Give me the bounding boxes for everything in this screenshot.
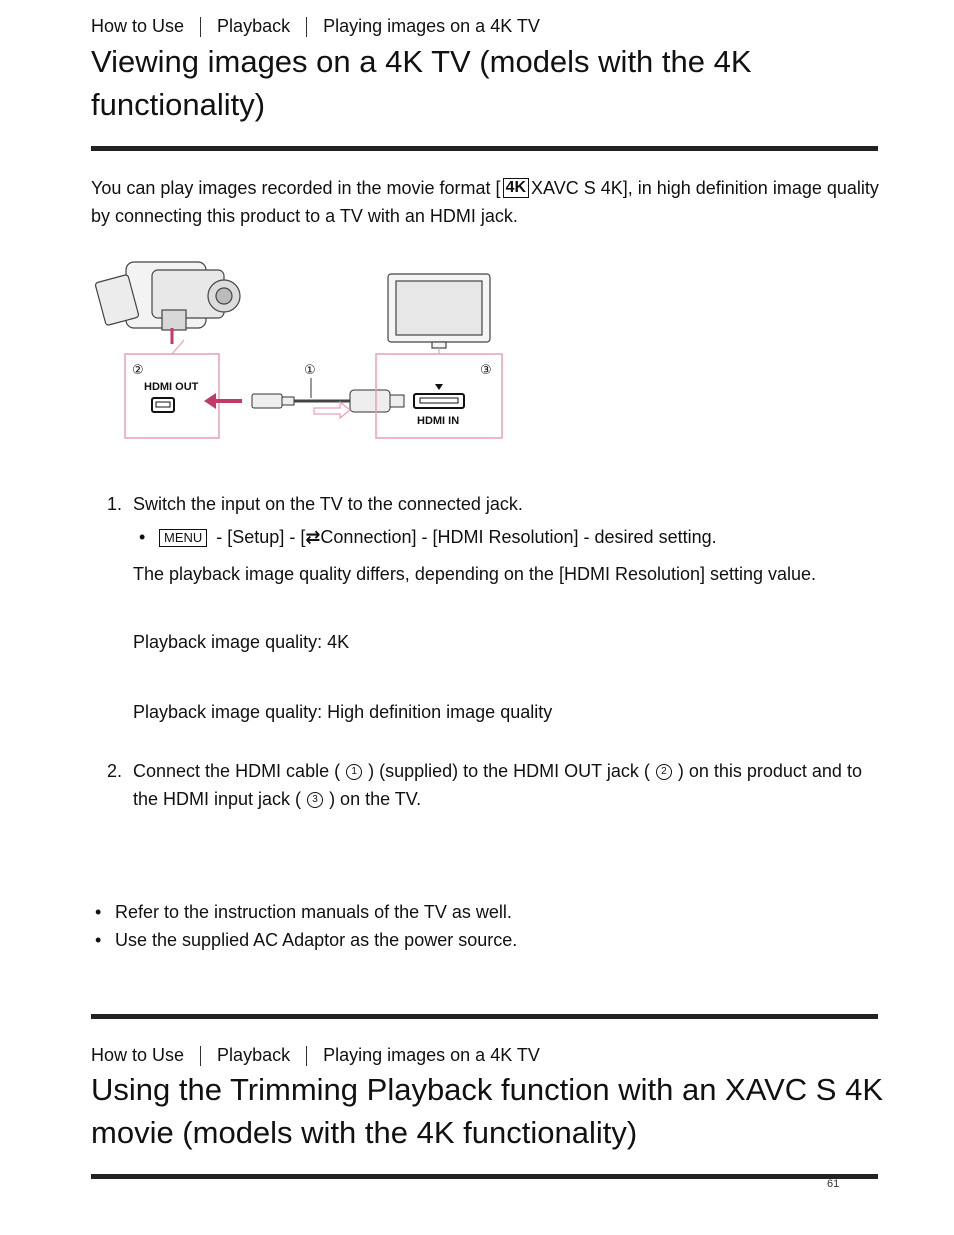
hdmi-cable-illustration xyxy=(252,390,404,412)
page-number: 61 xyxy=(827,1178,840,1190)
note-text: Use the supplied AC Adaptor as the power source. xyxy=(115,930,518,950)
section-title: Using the Trimming Playback function with an XAVC S 4K movie (models with the 4K functionality) xyxy=(91,1072,883,1150)
hdmi-out-label: HDMI OUT xyxy=(144,381,199,393)
breadcrumb-separator xyxy=(306,17,307,37)
step-2-text-c: ) on this product and to the HDMI input jack ( xyxy=(133,761,862,809)
4k-format-icon: 4K xyxy=(503,178,529,198)
intro-text-start: You can play images recorded in the movie format [ xyxy=(91,178,501,198)
menu-icon: MENU xyxy=(159,529,207,547)
step-1-bullet xyxy=(159,523,899,551)
callout-3-label: ③ xyxy=(480,363,492,378)
step-number: 2. xyxy=(107,761,123,781)
connection-arrows-icon: ⇄ xyxy=(305,527,321,547)
step-2 xyxy=(107,757,883,813)
callout-2-label: ② xyxy=(132,363,144,378)
camcorder-illustration xyxy=(95,262,240,330)
breadcrumb-link-playing-4k-tv[interactable]: Playing images on a 4K TV xyxy=(323,16,540,36)
callout-1-icon: 1 xyxy=(346,764,362,780)
step-number: 1. xyxy=(107,494,123,514)
hdmi-out-port-icon xyxy=(152,398,174,412)
resolution-note: The playback image quality differs, depending on the [HDMI Resolution] setting value. xyxy=(133,564,817,584)
hdmi-in-port-icon xyxy=(414,394,464,408)
step-text: Switch the input on the TV to the connected jack. xyxy=(133,494,523,514)
step-2-text-a: Connect the HDMI cable ( xyxy=(133,761,341,781)
breadcrumb-link-how-to-use[interactable]: How to Use xyxy=(91,16,185,36)
note-item xyxy=(115,926,875,954)
step-2-text-d: ) on the TV. xyxy=(329,789,422,809)
breadcrumb-link-playing-4k-tv[interactable]: Playing images on a 4K TV xyxy=(323,1045,540,1065)
insert-arrow-icon xyxy=(204,393,216,409)
tv-illustration xyxy=(388,274,490,348)
title-divider xyxy=(91,1174,878,1179)
breadcrumb-link-playback[interactable]: Playback xyxy=(217,16,291,36)
breadcrumb-separator xyxy=(200,1046,201,1066)
callout-3-icon: 3 xyxy=(307,792,323,808)
breadcrumb-separator xyxy=(306,1046,307,1066)
breadcrumb-link-how-to-use[interactable]: How to Use xyxy=(91,1045,185,1065)
breadcrumb-link-playback[interactable]: Playback xyxy=(217,1045,291,1065)
callout-1-label: ① xyxy=(304,363,316,378)
title-divider xyxy=(91,146,878,151)
direction-arrow-icon xyxy=(314,402,350,418)
note-text: Refer to the instruction manuals of the TV as well. xyxy=(115,902,512,922)
intro-text-end: XAVC S 4K], in high definition image quality by connecting this product to a TV with an HDMI jack. xyxy=(91,178,879,226)
menu-path-text-a: - [Setup] - [ xyxy=(211,527,306,547)
callout-2-icon: 2 xyxy=(656,764,672,780)
quality-hd-text: Playback image quality: High definition image quality xyxy=(133,702,553,722)
hdmi-in-label: HDMI IN xyxy=(417,415,460,427)
hdmi-connection-diagram xyxy=(92,250,512,445)
note-item xyxy=(115,898,875,926)
intro-paragraph xyxy=(91,174,881,230)
step-1 xyxy=(107,490,893,518)
triangle-marker-icon xyxy=(435,384,443,390)
step-2-text-b: ) (supplied) to the HDMI OUT jack ( xyxy=(368,761,650,781)
menu-path-text-b: Connection] - [HDMI Resolution] - desired setting. xyxy=(320,527,717,547)
breadcrumb xyxy=(91,1045,540,1066)
page-title: Viewing images on a 4K TV (models with the 4K functionality) xyxy=(91,44,752,122)
quality-4k-text: Playback image quality: 4K xyxy=(133,632,350,652)
breadcrumb xyxy=(91,16,540,37)
section-divider xyxy=(91,1014,878,1019)
breadcrumb-separator xyxy=(200,17,201,37)
